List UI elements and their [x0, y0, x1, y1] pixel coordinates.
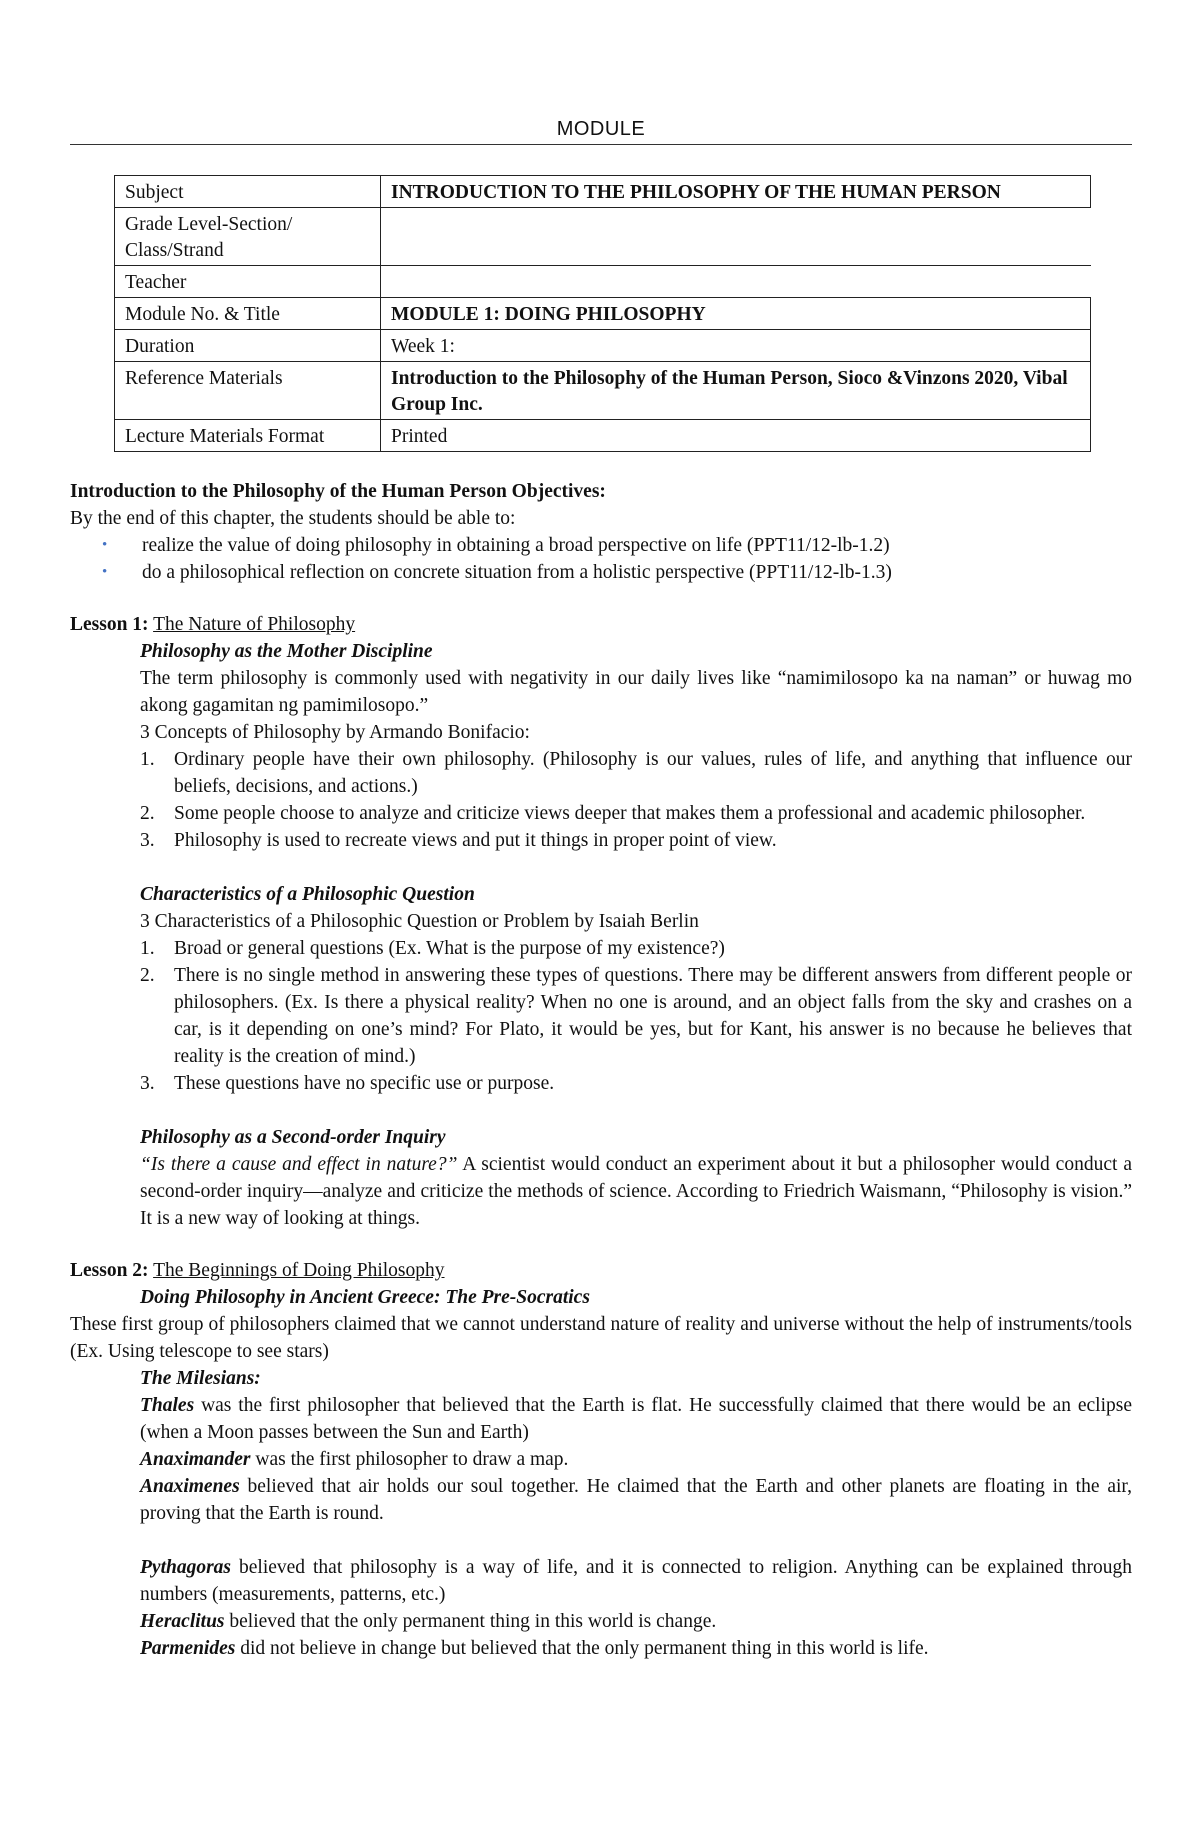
list-text: There is no single method in answering these types of questions. There may be different answers from different people or philosophers. (Ex. Is there a physical reality? When no one is around, and an object falls from the sky and crashes on a car, is it depending on one’s mind? For Plato, it would be yes, but for Kant, his answer is no because he believes that reality is the creation of mind.) [174, 965, 1132, 1067]
philosopher-text: believed that philosophy is a way of life, and it is connected to religion. Anything can be explained through numbers (measurements, patterns, etc.) [140, 1557, 1132, 1605]
list-item [102, 559, 1132, 586]
table-row-duration [115, 330, 1091, 362]
list-item [102, 532, 1132, 559]
spacer [70, 1097, 1132, 1124]
list-number: 3. [140, 830, 155, 851]
philosopher-name: Anaximander [140, 1449, 251, 1470]
list-number: 3. [140, 1073, 155, 1094]
section-paragraph [70, 1151, 1132, 1232]
philosopher-text: believed that the only permanent thing in this world is change. [224, 1611, 717, 1632]
lesson-1-heading [70, 611, 1132, 638]
teacher-label: Teacher [115, 266, 381, 298]
objective-text: do a philosophical reflection on concrete situation from a holistic perspective (PPT11/12-lb-1.3) [142, 562, 892, 583]
lesson-2-title: The Beginnings of Doing Philosophy [153, 1260, 445, 1281]
spacer [70, 1527, 1132, 1554]
lesson-1-title: The Nature of Philosophy [153, 614, 356, 635]
bullet-icon: • [102, 537, 108, 553]
lesson-2-heading [70, 1257, 1132, 1284]
list-number: 2. [140, 965, 155, 986]
list-item [140, 746, 1132, 800]
philosopher-entry [70, 1473, 1132, 1527]
section-heading: Philosophy as a Second-order Inquiry [140, 1127, 446, 1148]
reference-value: Introduction to the Philosophy of the Human Person, Sioco &Vinzons 2020, Vibal Group Inc. [381, 362, 1091, 420]
list-intro: 3 Concepts of Philosophy by Armando Bonifacio: [140, 722, 530, 743]
quote-text: “Is there a cause and effect in nature?” [140, 1154, 458, 1175]
table-row-teacher [115, 266, 1091, 298]
philosopher-text: did not believe in change but believed that the only permanent thing in this world is life. [235, 1638, 929, 1659]
module-value: MODULE 1: DOING PHILOSOPHY [381, 298, 1091, 330]
objectives-intro: By the end of this chapter, the students should be able to: [70, 508, 516, 529]
section-paragraph: The term philosophy is commonly used with negativity in our daily lives like “namimilosopo ka na naman” or huwag mo akong gagamitan ng pamimilosopo.” [140, 668, 1132, 716]
list-text: Broad or general questions (Ex. What is the purpose of my existence?) [174, 938, 725, 959]
table-row-format [115, 420, 1091, 452]
section-heading: Doing Philosophy in Ancient Greece: The Pre-Socratics [140, 1287, 590, 1308]
objectives-list [70, 532, 1132, 586]
module-info-table [114, 175, 1091, 452]
section-heading: Characteristics of a Philosophic Question [140, 884, 475, 905]
philosopher-name: Heraclitus [140, 1611, 225, 1632]
table-row-module [115, 298, 1091, 330]
section-paragraph: These first group of philosophers claimed that we cannot understand nature of reality and universe without the help of instruments/tools (Ex. Using telescope to see stars) [70, 1314, 1132, 1362]
list-item [140, 962, 1132, 1070]
philosopher-name: Anaximenes [140, 1476, 240, 1497]
objectives-heading: Introduction to the Philosophy of the Human Person Objectives: [70, 481, 606, 502]
philosopher-text: was the first philosopher to draw a map. [250, 1449, 569, 1470]
list-text: These questions have no specific use or purpose. [174, 1073, 555, 1094]
table-row-grade [115, 208, 1091, 266]
grade-value [381, 208, 1091, 266]
reference-label: Reference Materials [115, 362, 381, 420]
philosopher-entry [70, 1608, 1132, 1635]
module-title: MODULE [70, 116, 1132, 145]
spacer [70, 854, 1132, 881]
teacher-value [381, 266, 1091, 298]
philosopher-text: believed that air holds our soul together. He claimed that the Earth and other planets are floating in the air, proving that the Earth is round. [140, 1476, 1132, 1524]
table-row-subject [115, 176, 1091, 208]
philosopher-name: Pythagoras [140, 1557, 232, 1578]
list-item [140, 800, 1132, 827]
list-number: 1. [140, 938, 155, 959]
grade-label: Grade Level-Section/ Class/Strand [115, 208, 381, 266]
list-number: 1. [140, 749, 155, 770]
list-text: Some people choose to analyze and criticize views deeper that makes them a professional and academic philosopher. [174, 803, 1086, 824]
philosopher-name: Thales [140, 1395, 195, 1416]
milesians-heading: The Milesians: [140, 1368, 261, 1389]
lesson-1-label: Lesson 1: [70, 614, 149, 635]
philosopher-entry [70, 1635, 1132, 1662]
philosopher-entry [70, 1554, 1132, 1608]
list-intro: 3 Characteristics of a Philosophic Question or Problem by Isaiah Berlin [140, 911, 699, 932]
list-text: Philosophy is used to recreate views and put it things in proper point of view. [174, 830, 777, 851]
characteristics-list [70, 935, 1132, 1097]
concepts-list [70, 746, 1132, 854]
module-label: Module No. & Title [115, 298, 381, 330]
duration-label: Duration [115, 330, 381, 362]
lesson-2-label: Lesson 2: [70, 1260, 149, 1281]
format-value: Printed [381, 420, 1091, 452]
objective-text: realize the value of doing philosophy in obtaining a broad perspective on life (PPT11/12-lb-1.2) [142, 535, 890, 556]
format-label: Lecture Materials Format [115, 420, 381, 452]
bullet-icon: • [102, 564, 108, 580]
subject-label: Subject [115, 176, 381, 208]
subject-value: INTRODUCTION TO THE PHILOSOPHY OF THE HUMAN PERSON [381, 176, 1091, 208]
list-text: Ordinary people have their own philosophy. (Philosophy is our values, rules of life, and anything that influence our beliefs, decisions, and actions.) [174, 749, 1132, 797]
table-row-reference [115, 362, 1091, 420]
philosopher-text: was the first philosopher that believed that the Earth is flat. He successfully claimed that there would be an eclipse (when a Moon passes between the Sun and Earth) [140, 1395, 1132, 1443]
paragraph-text: A scientist would conduct an experiment about it but a philosopher would conduct a second-order inquiry—analyze and criticize the methods of science. According to Friedrich Waismann, “Philosophy is vision.” It is a new way of looking at things. [140, 1154, 1132, 1229]
list-item [140, 827, 1132, 854]
list-item [140, 935, 1132, 962]
philosopher-entry [70, 1392, 1132, 1446]
section-heading: Philosophy as the Mother Discipline [140, 641, 433, 662]
philosopher-entry [70, 1446, 1132, 1473]
philosopher-name: Parmenides [140, 1638, 236, 1659]
list-number: 2. [140, 803, 155, 824]
duration-value: Week 1: [381, 330, 1091, 362]
list-item [140, 1070, 1132, 1097]
